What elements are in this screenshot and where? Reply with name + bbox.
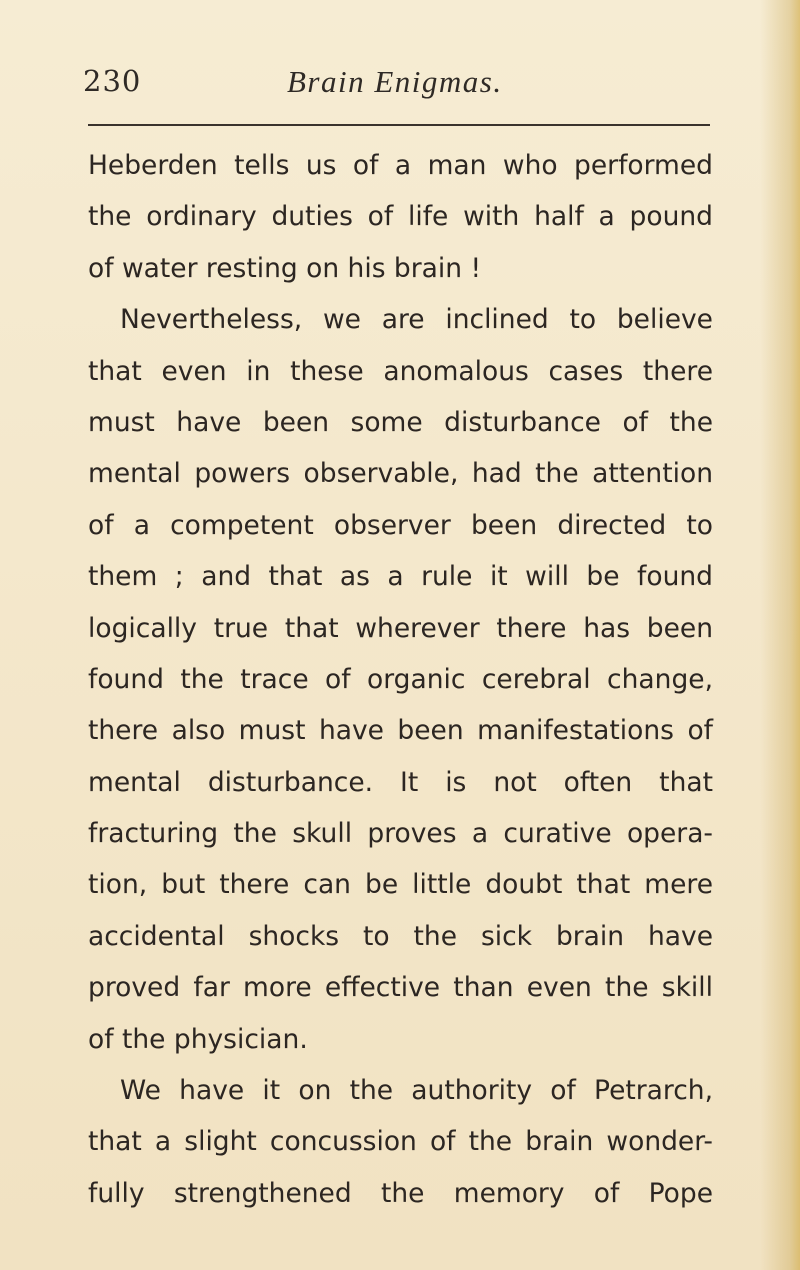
page-number: 230 xyxy=(83,64,142,98)
text-line: mental disturbance. It is not often that xyxy=(88,766,713,798)
text-line: mental powers observable, had the attention xyxy=(88,458,713,490)
text-line: that a slight concussion of the brain wonder- xyxy=(88,1126,713,1158)
text-line: of the physician. xyxy=(88,1023,308,1055)
text-line: Nevertheless, we are inclined to believe xyxy=(120,304,713,336)
text-line: fully strengthened the memory of Pope xyxy=(88,1177,713,1209)
text-line: accidental shocks to the sick brain have xyxy=(88,920,713,952)
text-line: there also must have been manifestations of xyxy=(88,715,713,747)
text-line: proved far more effective than even the skill xyxy=(88,972,713,1004)
text-line: fracturing the skull proves a curative opera- xyxy=(88,818,713,850)
running-title: Brain Enigmas. xyxy=(287,64,503,99)
text-line: logically true that wherever there has been xyxy=(88,612,713,644)
text-line: that even in these anomalous cases there xyxy=(88,355,713,387)
body-text xyxy=(88,140,713,1219)
text-line: the ordinary duties of life with half a pound xyxy=(88,201,713,233)
text-line: of water resting on his brain ! xyxy=(88,252,482,284)
text-line: found the trace of organic cerebral change, xyxy=(88,663,713,695)
text-line: them ; and that as a rule it will be found xyxy=(88,561,713,593)
text-line: tion, but there can be little doubt that mere xyxy=(88,869,713,901)
text-line: must have been some disturbance of the xyxy=(88,406,713,438)
text-line: of a competent observer been directed to xyxy=(88,509,713,541)
text-line: Heberden tells us of a man who performed xyxy=(88,150,713,181)
text-line: We have it on the authority of Petrarch, xyxy=(120,1075,713,1107)
header-rule xyxy=(88,124,710,126)
